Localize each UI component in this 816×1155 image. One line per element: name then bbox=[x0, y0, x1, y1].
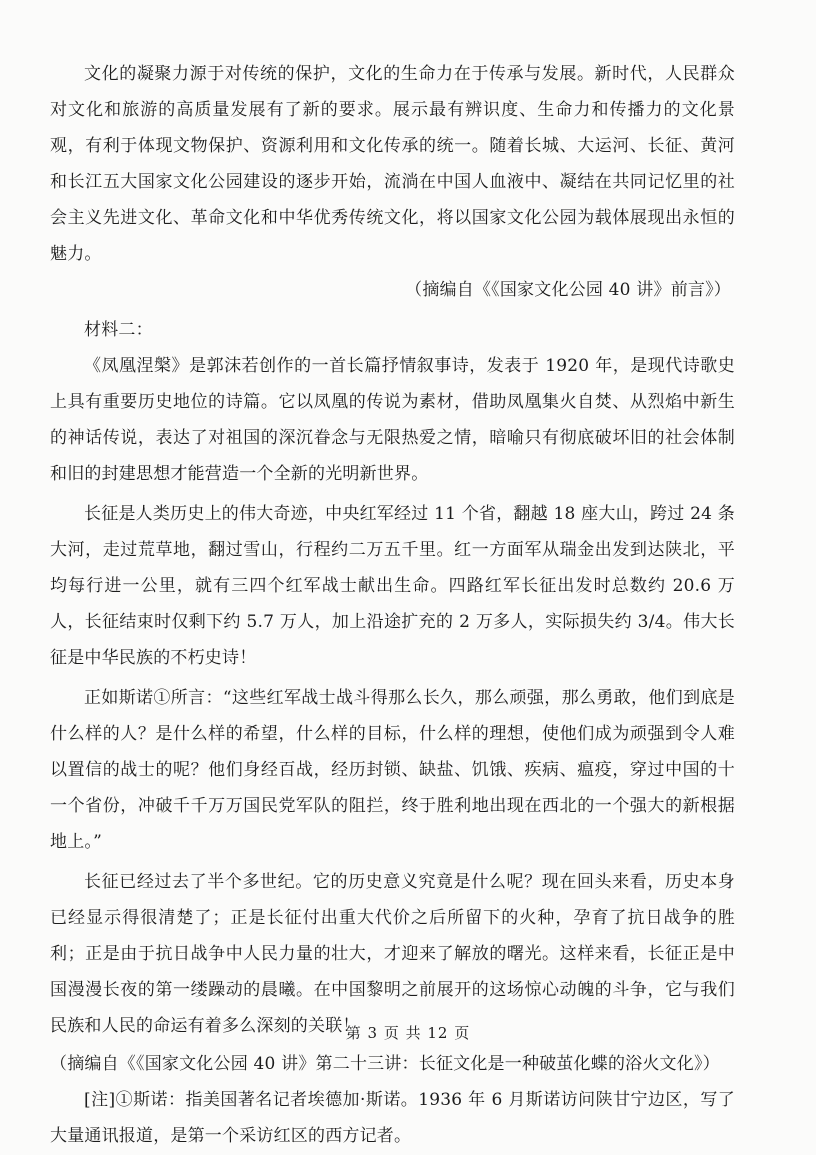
material2-heading: 材料二： bbox=[84, 320, 153, 340]
material1-paragraph: 文化的凝聚力源于对传统的保护，文化的生命力在于传承与发展。新时代，人民群众对文化和旅游的高质量发展有了新的要求。展示最有辨识度、生命力和传播力的文化景观，有利于体现文物保护、资源利用和文化传承的统一。随着长城、大运河、长征、黄河和长江五大国家文化公园建设的逐步开始，流淌在中国人血液中、凝结在共同记忆里的社会主义先进文化、革命文化和中华优秀传统文化，将以国家文化公园为载体展现出永恒的魅力。 bbox=[50, 64, 735, 264]
page-number bbox=[0, 1022, 816, 1043]
material2-paragraph-significance: 长征已经过去了半个多世纪。它的历史意义究竟是什么呢？现在回头来看，历史本身已经显示得很清楚了；正是长征付出重大代价之后所留下的火种，孕育了抗日战争的胜利；正是由于抗日战争中人民力量的壮大，才迎来了解放的曙光。这样来看，长征正是中国漫漫长夜的第一缕躁动的晨曦。在中国黎明之前展开的这场惊心动魄的斗争，它与我们民族和人民的命运有着多么深刻的关联！ bbox=[50, 872, 735, 1036]
material2-paragraph-snow-quote: 正如斯诺①所言：“这些红军战士战斗得那么长久，那么顽强，那么勇敢，他们到底是什么样的人？是什么样的希望，什么样的目标，什么样的理想，使他们成为顽强到令人难以置信的战士的呢？他们身经百战，经历封锁、缺盐、饥饿、疾病、瘟疫，穿过中国的十一个省份，冲破千千万万国民党军队的阻拦，终于胜利地出现在西北的一个强大的新根据地上。” bbox=[50, 688, 735, 852]
material1-source-citation: （摘编自《《国家文化公园 40 讲》前言》） bbox=[405, 280, 731, 300]
material2-paragraph-long-march: 长征是人类历史上的伟大奇迹，中央红军经过 11 个省，翻越 18 座大山，跨过 24 条大河，走过荒草地，翻过雪山，行程约二万五千里。红一方面军从瑞金出发到达陕北，平均每行进一公里，就有三四个红军战士献出生命。四路红军长征出发时总数约 20.6 万人，长征结束时仅剩下约 5.7 万人，加上沿途扩充的 2 万多人，实际损失约 3/4。伟大长征是中华民族的不朽史诗！ bbox=[50, 504, 735, 668]
material2-paragraph-fenghuang: 《凤凰涅槃》是郭沫若创作的一首长篇抒情叙事诗，发表于 1920 年，是现代诗歌史上具有重要历史地位的诗篇。它以凤凰的传说为素材，借助凤凰集火自焚、从烈焰中新生的神话传说，表达了对祖国的深沉眷念与无限热爱之情，暗喻只有彻底破坏旧的社会体制和旧的封建思想才能营造一个全新的光明新世界。 bbox=[50, 356, 735, 484]
page-number-text: 第 3 页 共 12 页 bbox=[345, 1024, 471, 1042]
material2-source-citation: （摘编自《《国家文化公园 40 讲》第二十三讲：长征文化是一种破茧化蝶的浴火文化》） bbox=[50, 1054, 720, 1074]
footnote: [注]①斯诺：指美国著名记者埃德加·斯诺。1936 年 6 月斯诺访问陕甘宁边区，写了大量通讯报道，是第一个采访红区的西方记者。 bbox=[50, 1090, 735, 1146]
document-body bbox=[50, 56, 735, 1154]
